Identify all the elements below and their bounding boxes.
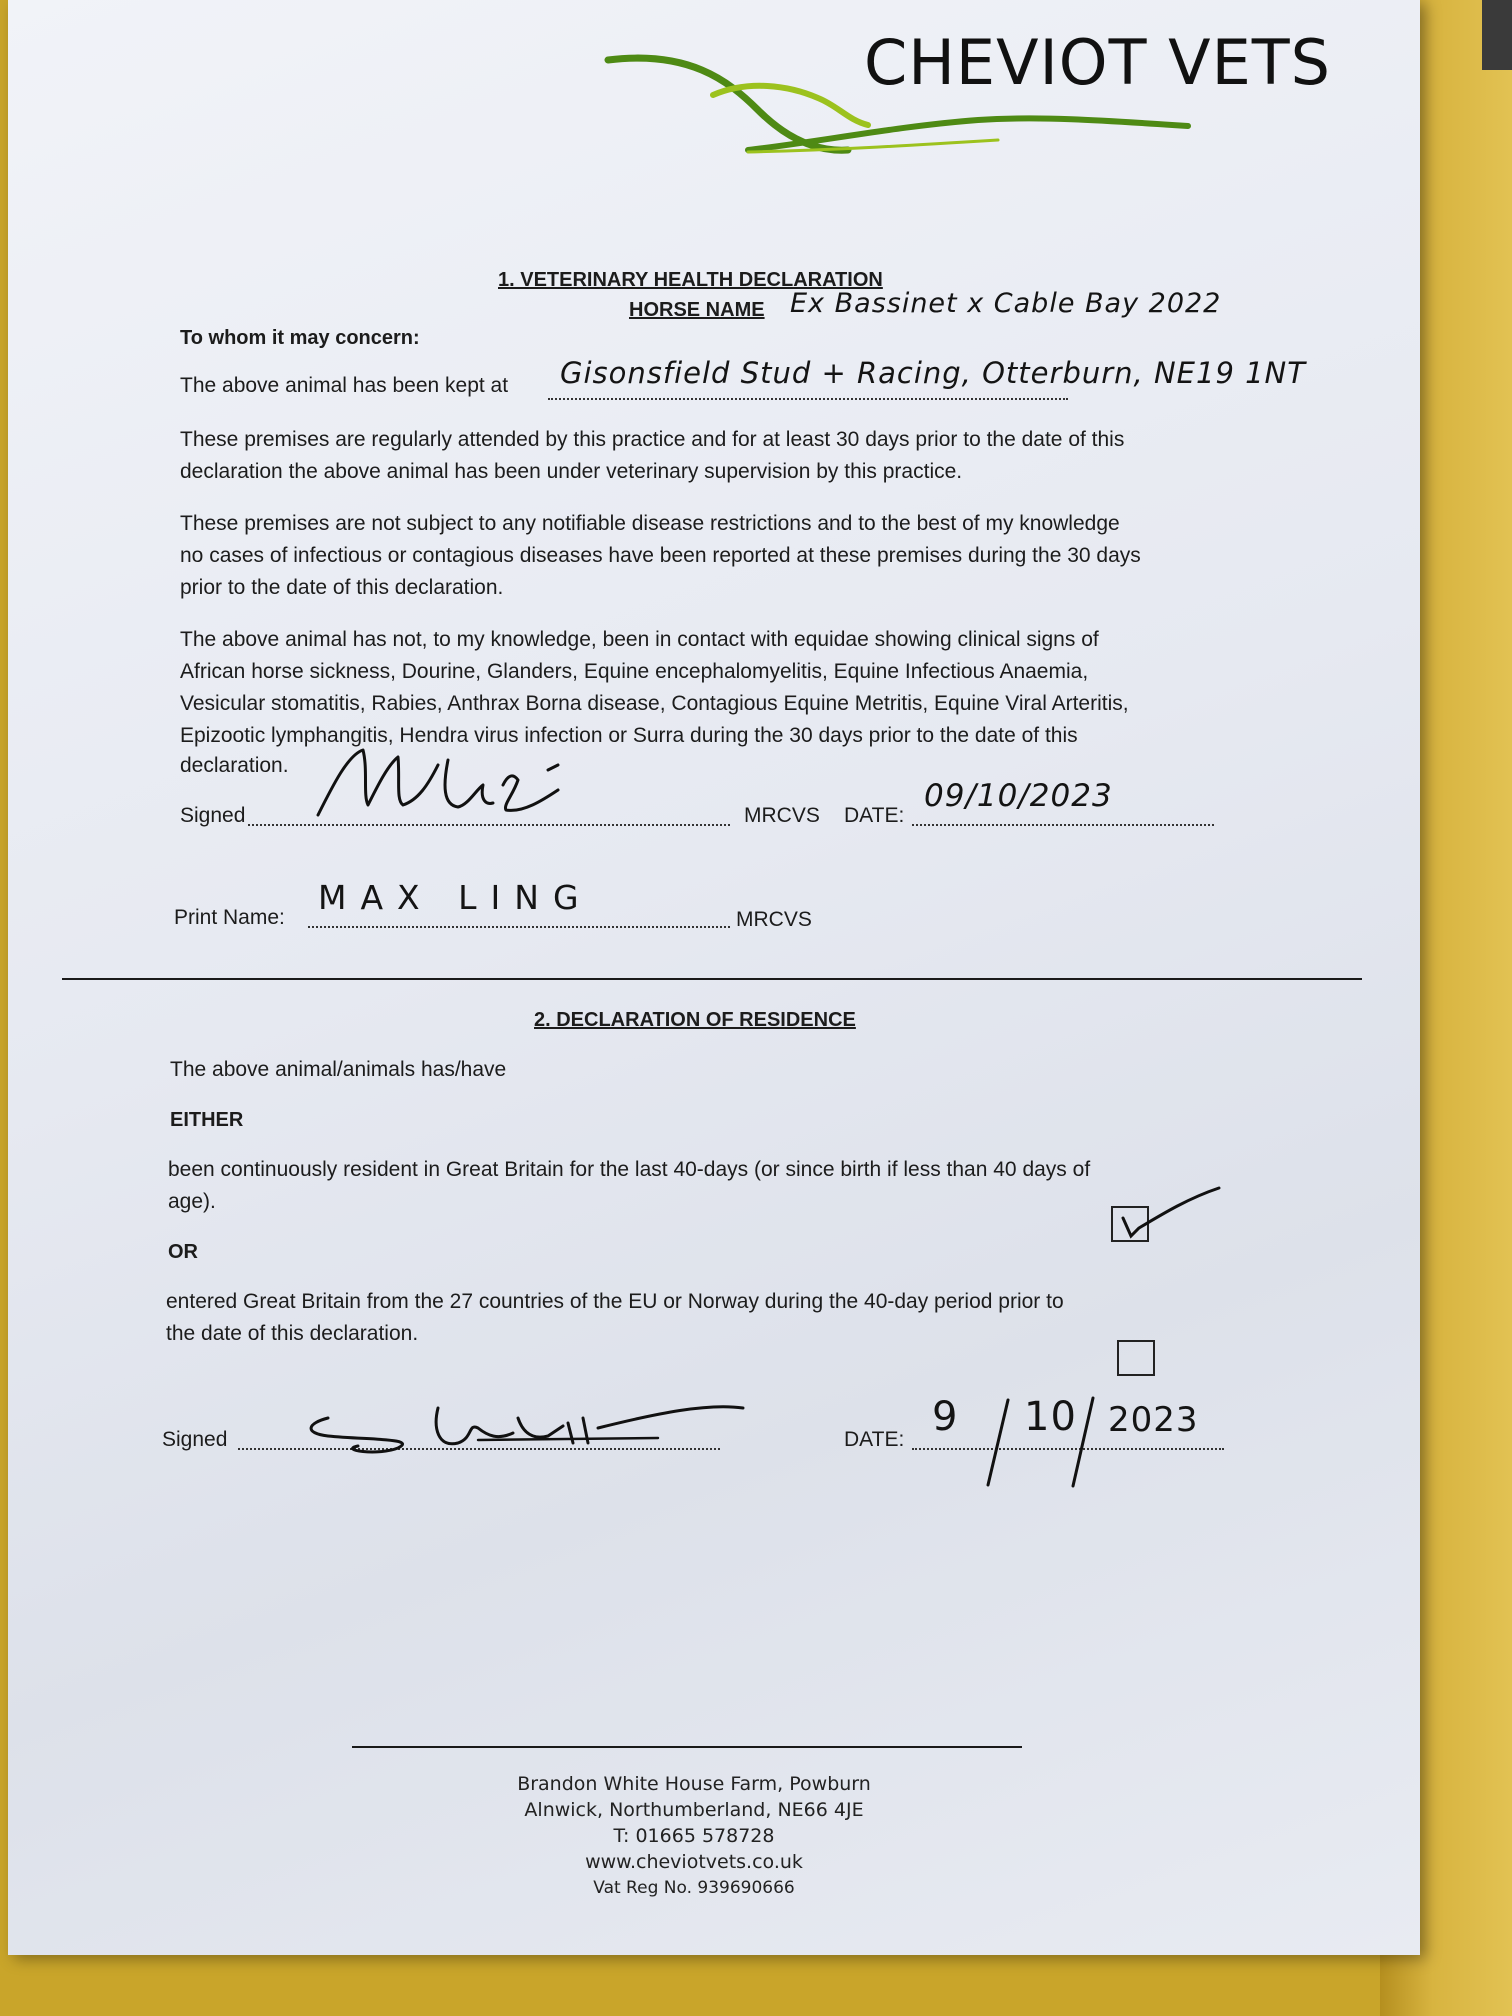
para3-line1: The above animal has not, to my knowledge, been in contact with equidae showing clinical signs of: [180, 628, 1099, 651]
footer-vat: Vat Reg No. 939690666: [593, 1878, 795, 1898]
section2-heading: 2. DECLARATION OF RESIDENCE: [534, 1009, 856, 1031]
background-object: [1482, 0, 1512, 70]
para2-line2: no cases of infectious or contagious diseases have been reported at these premises during the 30 days: [180, 544, 1141, 567]
print-name-line: [308, 926, 730, 928]
para1-line2: declaration the above animal has been under veterinary supervision by this practice.: [180, 460, 963, 483]
footer-phone: T: 01665 578728: [613, 1825, 775, 1847]
owner-date-day: 9: [932, 1394, 959, 1440]
print-name-value: MAX LING: [318, 878, 593, 917]
owner-signed-label: Signed: [162, 1428, 228, 1451]
option1-line1: been continuously resident in Great Britain for the last 40-days (or since birth if less than 40 days of: [168, 1158, 1091, 1181]
owner-date-month: 10: [1024, 1394, 1077, 1440]
option1-checkbox[interactable]: [1111, 1206, 1149, 1242]
para3-line5: declaration.: [180, 754, 289, 777]
vet-date-value: 09/10/2023: [924, 778, 1113, 814]
section-divider: [62, 978, 1362, 980]
vet-signature-icon: [308, 745, 598, 835]
kept-at-value: Gisonsfield Stud + Racing, Otterburn, NE19 1NT: [560, 356, 1306, 390]
footer-rule: [352, 1746, 1022, 1748]
footer-address1: Brandon White House Farm, Powburn: [517, 1773, 871, 1795]
option2-checkbox[interactable]: [1117, 1340, 1155, 1376]
owner-date-label: DATE:: [844, 1428, 905, 1451]
vet-signed-label: Signed: [180, 804, 246, 827]
declaration-page: [8, 0, 1420, 1955]
footer-website[interactable]: www.cheviotvets.co.uk: [585, 1851, 803, 1873]
option2-line1: entered Great Britain from the 27 countries of the EU or Norway during the 40-day period prior to: [166, 1290, 1064, 1313]
residence-intro: The above animal/animals has/have: [170, 1058, 507, 1081]
owner-signature-icon: [298, 1388, 748, 1468]
para2-line1: These premises are not subject to any notifiable disease restrictions and to the best of my knowledge: [180, 512, 1120, 535]
or-label: OR: [168, 1241, 198, 1263]
kept-at-label: The above animal has been kept at: [180, 374, 509, 397]
logo-name: CHEVIOT VETS: [864, 26, 1331, 99]
option2-line2: the date of this declaration.: [166, 1322, 419, 1345]
para3-line2: African horse sickness, Dourine, Glanders, Equine encephalomyelitis, Equine Infectious Anaemia,: [180, 660, 1089, 683]
salutation: To whom it may concern:: [180, 327, 420, 349]
kept-at-line: [548, 398, 1068, 400]
para3-line4: Epizootic lymphangitis, Hendra virus infection or Surra during the 30 days prior to the date of this: [180, 724, 1078, 747]
owner-date-year: 2023: [1108, 1400, 1199, 1440]
para1-line1: These premises are regularly attended by this practice and for at least 30 days prior to the date of this: [180, 428, 1125, 451]
vet-mrcvs-label: MRCVS: [744, 804, 820, 827]
para2-line3: prior to the date of this declaration.: [180, 576, 504, 599]
para3-line3: Vesicular stomatitis, Rabies, Anthrax Borna disease, Contagious Equine Metritis, Equine Viral Arteritis,: [180, 692, 1129, 715]
checkmark-icon: [1109, 1178, 1229, 1248]
print-name-label: Print Name:: [174, 906, 285, 929]
vet-date-line: [912, 824, 1214, 826]
option1-line2: age).: [168, 1190, 216, 1213]
vet-date-label: DATE:: [844, 804, 905, 827]
footer-address2: Alnwick, Northumberland, NE66 4JE: [524, 1799, 864, 1821]
either-label: EITHER: [170, 1109, 244, 1131]
print-mrcvs-label: MRCVS: [736, 908, 812, 931]
horse-name-label: HORSE NAME: [629, 299, 765, 321]
section1-heading: 1. VETERINARY HEALTH DECLARATION: [498, 269, 883, 291]
horse-name-value: Ex Bassinet x Cable Bay 2022: [790, 288, 1222, 319]
